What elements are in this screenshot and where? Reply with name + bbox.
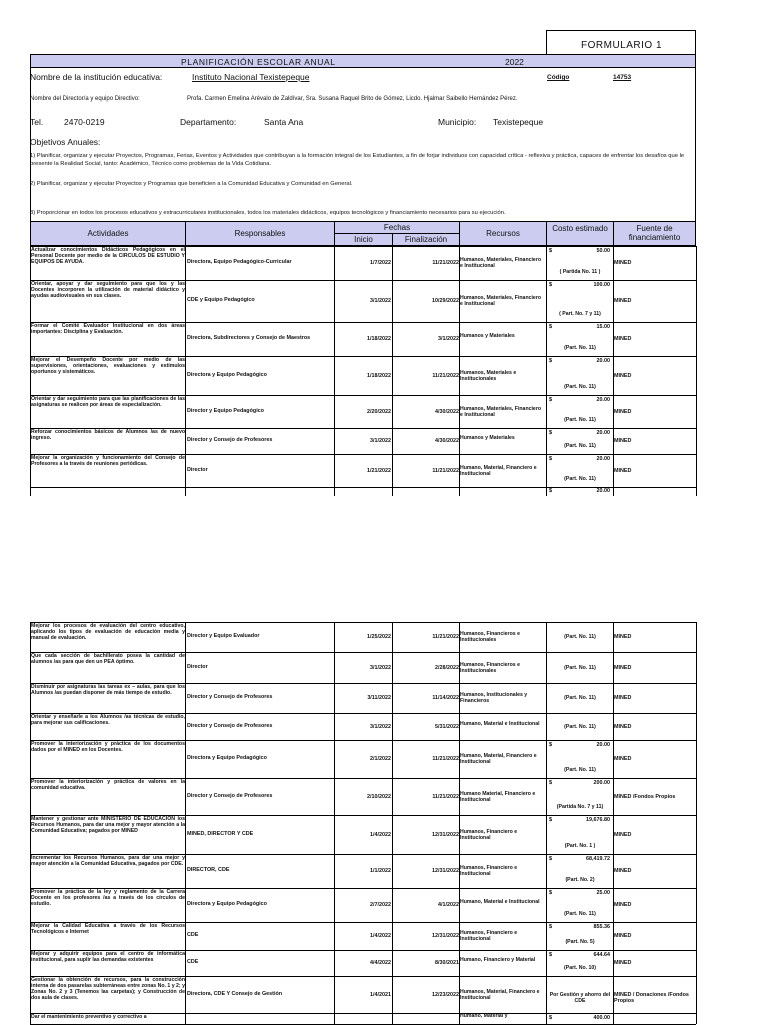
table-column-divider [696, 246, 697, 487]
end-date-cell: 12/23/2022 [432, 991, 459, 998]
resources-cell: Humanos, Financieros e Institucionales [460, 631, 520, 643]
responsible-cell: Director y Equipo Evaluador [187, 633, 260, 639]
dollar-sign: $ [549, 397, 553, 403]
table-column-divider [613, 487, 614, 496]
responsible-cell: Director y Consejo de Profesores [187, 722, 273, 729]
cost-value: 855.36 [593, 924, 610, 930]
end-date-cell: 5/31/2022 [435, 723, 459, 730]
funding-cell: MINED [614, 408, 632, 415]
dollar-sign: $ [549, 1015, 553, 1021]
col-activities: Actividades [30, 221, 186, 246]
cost-value: 50.00 [596, 248, 610, 254]
muni-label: Municipio: [438, 117, 477, 127]
dollar-sign: $ [549, 856, 553, 862]
dollar-sign: $ [549, 430, 553, 436]
resources-cell: Humano, Material e Institucional [460, 899, 540, 905]
resources-cell: Humanos, Material, Financiero e Institucional [460, 988, 540, 1001]
table-column-divider [185, 487, 186, 496]
end-date-cell: 12/31/2022 [432, 933, 459, 939]
end-date-cell: 8/30/2021 [435, 960, 459, 966]
funding-cell: MINED [614, 260, 632, 266]
end-date-cell: 4/30/2022 [435, 438, 459, 444]
dollar-sign: $ [549, 890, 553, 896]
end-date-cell: 4/1/2022 [438, 902, 459, 908]
end-date-cell: 11/14/2022 [432, 695, 459, 701]
responsible-cell: MINED, DIRECTOR Y CDE [187, 830, 254, 837]
cost-partida: Por Gestión y ahorro del CDE [549, 991, 611, 1004]
cost-partida: ( Partida No. 11 ) [559, 269, 601, 275]
responsible-cell: Directora, CDE Y Consejo de Gestión [187, 990, 283, 997]
funding-cell: MINED [614, 695, 632, 701]
start-date-cell: 2/20/2022 [367, 408, 391, 415]
cost-partida: (Part. No. 11) [564, 723, 596, 730]
cost-partida: (Part. No. 1 ) [564, 843, 596, 849]
objective-3: 3) Proporcionar en todos los procesos educativos y extracurriculares institucionales, todos los materiales didácticos, equipos tecnológicos y financiamiento necesarios para su ejecución. [30, 210, 506, 216]
dollar-sign: $ [549, 324, 553, 330]
activity-cell: Mejorar el Desempeño Docente por medio de las supervisiones, orientaciones, evaluaciones y estímulos oportunos y sistemáticos. [31, 357, 185, 375]
dept-label: Departamento: [180, 117, 237, 127]
resources-cell: Humanos, Financiero e Institucional [460, 828, 518, 841]
responsible-cell: CDE [187, 932, 199, 938]
responsible-cell: Directora, Equipo Pedagógico-Curricular [187, 259, 292, 265]
dollar-sign: $ [549, 488, 553, 494]
activity-cell: Promover la interiorización y práctica de los documentos dados por el MINED en los Docentes. [31, 741, 185, 753]
end-date-cell: 2/28/2022 [435, 664, 459, 671]
tel-label: Tel. [30, 117, 44, 127]
activity-cell: Mejorar la organización y funcionamiento del Consejo de Profesores a la través de reuniones periódicas. [31, 455, 185, 467]
activity-cell: Dar el mantenimiento preventivo y correctivo a [31, 1014, 147, 1020]
activity-cell: Gestionar la obtención de recursos, para la construcción interna de dos pasarelas subterráneas entre zonas No. 1 y 2; y Zonas No. 2 y 3 (Tenemos las carpetas); y Construcción de dos aula de clases. [31, 977, 185, 1001]
dollar-sign: $ [549, 952, 553, 958]
responsible-cell: Directora y Equipo Pedagógico [187, 901, 267, 907]
dollar-sign: $ [549, 282, 553, 288]
funding-cell: MINED [614, 634, 632, 640]
end-date-cell: 3/1/2022 [438, 336, 459, 342]
dollar-sign: $ [549, 780, 553, 786]
start-date-cell: 1/1/2022 [370, 868, 391, 874]
activity-cell: Orientar y enseñarle a los Alumnos /as técnicas de estudio, para mejorar sus calificaciones. [31, 714, 185, 726]
col-start: Inicio [334, 233, 393, 246]
resources-cell: Humanos y Materiales [460, 435, 515, 441]
table-column-divider [392, 487, 393, 496]
funding-cell: MINED [614, 438, 632, 444]
table-column-divider [459, 246, 460, 487]
cost-value: 20.00 [596, 430, 610, 436]
activity-cell: Mejorar y adquirir equipos para el centro de informática institucional, para suplir las demandas existentes [31, 951, 185, 963]
resources-cell: Humanos, Institucionales y Financieros [460, 692, 528, 704]
resources-cell: Humanos, Financieros e Institucionales [460, 661, 520, 674]
start-date-cell: 1/4/2022 [370, 831, 391, 838]
funding-cell: MINED [614, 933, 632, 939]
cost-partida: (Part. No. 11) [564, 345, 596, 351]
funding-cell: MINED [614, 902, 632, 908]
resources-cell: Humanos, Financiero e Institucional [460, 930, 518, 942]
activity-cell: Reforzar conocimientos básicos de Alumnos /as de nuevo ingreso. [31, 429, 185, 441]
start-date-cell: 3/1/2022 [370, 298, 391, 304]
end-date-cell: 11/21/2022 [432, 793, 459, 800]
cost-partida: (Part. No. 11) [564, 911, 596, 917]
cost-partida: (Partida No. 7 y 11) [556, 804, 604, 810]
activity-cell: Mejorar los procesos de evaluación del centro educativo, aplicando los tipos de evaluación de educación media y manual de evaluación. [31, 623, 185, 641]
funding-cell: MINED / Donaciones /Fondos Propios [614, 991, 689, 1004]
cost-value: 68,419.72 [586, 856, 610, 862]
resources-cell: Humanos, Materiales, Financiero e Institucional [460, 405, 542, 418]
activity-cell: Actualizar conocimientos Didácticos Pedagógicos en el Personal Docente por medio de la CIRCULOS DE ESTUDIO Y EQUIPOS DE AYUDA. [31, 247, 185, 265]
funding-cell: MINED [614, 298, 632, 304]
dollar-sign: $ [549, 924, 553, 930]
dollar-sign: $ [549, 248, 553, 254]
resources-cell: Humano, Material, Financiero e Institucional [460, 464, 537, 477]
start-date-cell: 2/1/2022 [370, 756, 391, 762]
table-column-divider [30, 487, 31, 496]
start-date-cell: 1/7/2022 [370, 260, 391, 266]
institution-label: Nombre de la institución educativa: [30, 72, 163, 82]
responsible-cell: Director [187, 663, 208, 670]
cost-partida: (Part. No. 11) [564, 767, 596, 773]
cost-value: 25.00 [596, 890, 610, 896]
cost-value: 20.00 [596, 397, 610, 403]
dept-value: Santa Ana [264, 117, 304, 127]
cost-value: 20.00 [596, 488, 610, 494]
title-band [30, 54, 696, 68]
activity-cell: Que cada sección de bachillerato posea la cantidad de alumnos /as para que den un PEA óptimo. [31, 653, 185, 665]
start-date-cell: 1/18/2022 [367, 336, 391, 342]
start-date-cell: 1/21/2022 [367, 467, 391, 474]
responsible-cell: Director y Consejo de Profesores [187, 792, 273, 799]
end-date-cell: 4/30/2022 [435, 408, 459, 415]
cost-partida: (Part. No. 2) [565, 877, 595, 883]
cost-value: 20.00 [596, 456, 610, 462]
objective-1: 1) Planificar, organizar y ejecutar Proyectos, Programas, Ferias, Eventos y Actividades que contribuyan a la formación integral de los Estudiantes, a fin de forjar individuos con capacidad crítica - reflexiva y práctica, capaces de enfrentar los desafíos que le presente la Realidad Social, tanto: Académico, Técnico como problemas de la Vida Cotidiana. [30, 153, 685, 167]
resources-cell: Humano, Financiero y Material [460, 957, 536, 963]
cost-partida: (Part. No. 11) [564, 664, 596, 671]
end-date-cell: 12/31/2022 [432, 831, 459, 838]
responsible-cell: Director y Consejo de Profesores [187, 694, 273, 700]
activity-cell: Disminuir por asignaturas las tareas ex – aulas, para que los Alumnos /as puedan disponer de más tiempo de estudio. [31, 684, 185, 696]
code-value: 14753 [613, 74, 632, 81]
cost-value: 20.00 [596, 742, 610, 748]
responsible-cell: CDE [187, 959, 199, 965]
cost-partida: (Part. No. 5) [565, 939, 595, 945]
cost-partida: (Part. No. 11) [564, 634, 596, 640]
funding-cell: MINED [614, 756, 632, 762]
activity-cell: Promover la interiorización y práctica de valores en la comunidad educativa. [31, 779, 185, 791]
cost-partida: (Part. No. 11) [564, 476, 596, 482]
resources-cell: Humanos, Materiales e Institucionales [460, 369, 517, 382]
table-column-divider [613, 246, 614, 487]
tel-value: 2470-0219 [64, 117, 105, 127]
activity-cell: Promover la práctica de la ley y reglamento de la Carrera Docente en los profesores /as a través de los círculos de estudio. [31, 889, 185, 907]
funding-cell: MINED [614, 372, 632, 379]
col-end: Finalización [392, 233, 460, 246]
funding-cell: MINED [614, 831, 632, 838]
start-date-cell: 2/7/2022 [370, 902, 391, 908]
start-date-cell: 2/10/2022 [367, 793, 391, 800]
resources-cell: Humanos y Materiales [460, 333, 515, 339]
code-label: Código [547, 74, 570, 81]
resources-cell: Humanos, Materiales, Financiero e Institucional [460, 295, 542, 307]
resources-cell: Humano Material, Financiero e Institucional [460, 790, 536, 803]
table-column-divider [696, 487, 697, 496]
responsible-cell: Directora y Equipo Pedagógico [187, 755, 267, 761]
resources-cell: Humanos, Financiero e Institucional [460, 865, 518, 877]
funding-cell: MINED /Fondos Propios [614, 793, 676, 800]
funding-cell: MINED [614, 960, 632, 966]
responsible-cell: Director [187, 466, 208, 473]
start-date-cell: 3/1/2022 [370, 664, 391, 671]
plan-year: 2022 [505, 57, 524, 67]
cost-value: 20.00 [596, 358, 610, 364]
activity-cell: Incrementar los Recursos Humanos, para dar una mejor y mayor atención a la Comunidad Educativa, pagados por CDE. [31, 855, 185, 867]
header-frame [30, 68, 696, 222]
funding-cell: MINED [614, 664, 632, 671]
funding-cell: MINED [614, 868, 632, 874]
start-date-cell: 1/4/2022 [370, 933, 391, 939]
cost-partida: (Part. No. 11) [564, 384, 596, 390]
table-column-divider [185, 246, 186, 487]
funding-cell: MINED [614, 723, 632, 730]
dollar-sign: $ [549, 742, 553, 748]
col-cost: Costo estimado [546, 221, 614, 246]
responsible-cell: Director y Equipo Pedagógico [187, 407, 264, 414]
dollar-sign: $ [549, 358, 553, 364]
activity-cell: Orientar y dar seguimiento para que las planificaciones de las asignaturas se realicen por áreas de especialización. [31, 396, 185, 408]
table-column-divider [546, 246, 547, 487]
objective-2: 2) Planificar, organizar y ejecutar Proyectos y Programas que beneficien a la Comunidad Educativa y Comunidad en General. [30, 181, 353, 187]
start-date-cell: 4/4/2022 [370, 960, 391, 966]
start-date-cell: 3/11/2022 [367, 695, 391, 701]
responsible-cell: CDE y Equipo Pedagógico [187, 297, 255, 303]
end-date-cell: 12/31/2022 [432, 868, 459, 874]
cost-value: 15.00 [596, 324, 610, 330]
col-resources: Recursos [459, 221, 547, 246]
end-date-cell: 11/21/2022 [432, 372, 459, 379]
col-responsible: Responsables [185, 221, 335, 246]
end-date-cell: 11/21/2022 [432, 634, 459, 640]
resources-cell: Humanos, Materiales, Financiero e Institucional [460, 257, 542, 269]
col-dates: Fechas [334, 221, 460, 234]
end-date-cell: 11/21/2022 [432, 467, 459, 474]
director-names: Profa. Carmen Emelina Arévalo de Zaldívar, Sra. Susana Raquel Brito de Gómez, Licdo. Hjalmar Saibello Hernández Pérez. [187, 96, 518, 102]
table-column-divider [334, 487, 335, 496]
cost-partida: (Part. No. 10) [564, 965, 596, 971]
funding-cell: MINED [614, 467, 632, 474]
form-label-box [546, 30, 696, 54]
table-column-divider [334, 246, 335, 487]
director-label: Nombre del Director/a y equipo Directivo: [30, 96, 140, 102]
institution-name: Instituto Nacional Texistepeque [192, 72, 310, 82]
resources-cell: Humano, Material, Financiero e Institucional [460, 753, 537, 765]
cost-partida: (Part. No. 11) [564, 443, 596, 449]
resources-cell: Humano, Material y [460, 1012, 508, 1019]
page-title: PLANIFICACIÓN ESCOLAR ANUAL [181, 57, 336, 67]
dollar-sign: $ [549, 456, 553, 462]
col-funding: Fuente de financiamiento [613, 221, 696, 246]
responsible-cell: DIRECTOR, CDE [187, 867, 230, 873]
start-date-cell: 1/18/2022 [367, 372, 391, 379]
cost-partida: (Part. No. 11) [564, 417, 596, 423]
table-column-divider [392, 246, 393, 487]
resources-cell: Humano, Material e Institucional [460, 720, 540, 727]
start-date-cell: 3/1/2022 [370, 438, 391, 444]
cost-value: 400.00 [593, 1015, 610, 1021]
table-column-divider [546, 487, 547, 496]
cost-partida: ( Part. No. 7 y 11) [559, 311, 601, 317]
start-date-cell: 1/25/2022 [367, 634, 391, 640]
activity-cell: Mejorar la Calidad Educativa a través de los Recursos Tecnológicos e Internet [31, 923, 185, 935]
end-date-cell: 11/21/2022 [432, 260, 459, 266]
dollar-sign: $ [549, 817, 553, 823]
responsible-cell: Directora, Subdirectores y Consejo de Maestros [187, 335, 311, 341]
start-date-cell: 3/1/2022 [370, 723, 391, 730]
cost-value: 644.64 [593, 952, 610, 958]
cost-value: 100.00 [593, 282, 610, 288]
activity-cell: Formar el Comité Evaluador Institucional en dos áreas importantes: Disciplina y Evaluación. [31, 323, 185, 335]
form-label: FORMULARIO 1 [581, 40, 663, 51]
end-date-cell: 11/21/2022 [432, 756, 459, 762]
cost-value: 200.00 [593, 780, 610, 786]
start-date-cell: 1/4/2021 [370, 991, 391, 998]
activity-cell: Mantener y gestionar ante MINISTERIO DE EDUCACIÓN los Recursos Humanos, para dar una mejor y mayor atención a la Comunidad Educativa; pagados por MINED [31, 816, 185, 834]
cost-value: 19,676.80 [586, 817, 610, 823]
muni-value: Texistepeque [493, 117, 544, 127]
objectives-label: Objetivos Anuales: [30, 137, 101, 147]
table-column-divider [696, 622, 697, 1024]
responsible-cell: Directora y Equipo Pedagógico [187, 371, 267, 378]
funding-cell: MINED [614, 336, 632, 342]
responsible-cell: Director y Consejo de Profesores [187, 437, 273, 443]
end-date-cell: 10/29/2022 [432, 298, 459, 304]
cost-partida: (Part. No. 11) [564, 695, 596, 701]
activity-cell: Orientar, apoyar y dar seguimiento para que los y las Docentes incorporen la utilización de material didáctico y ayudas audiovisuales en sus clases. [31, 281, 185, 299]
table-column-divider [459, 487, 460, 496]
